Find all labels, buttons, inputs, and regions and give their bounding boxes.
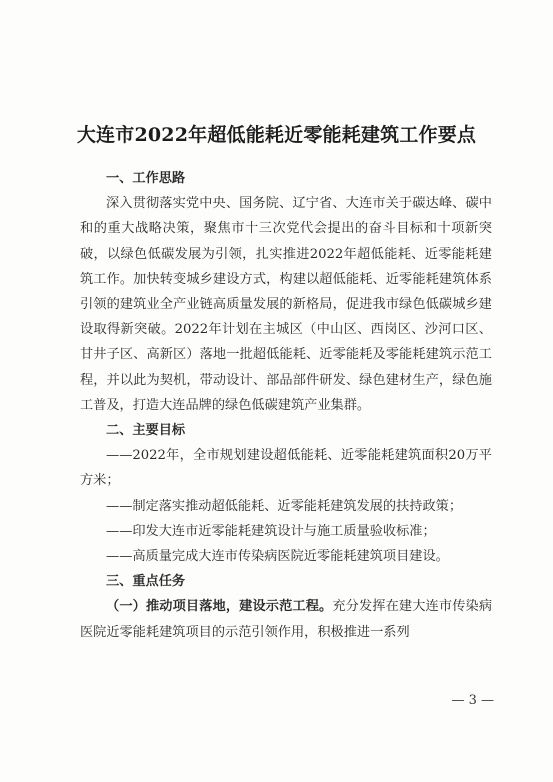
document-title: 大连市2022年超低能耗近零能耗建筑工作要点 — [76, 124, 477, 146]
section-heading-ideas: 一、工作思路 — [106, 171, 186, 186]
goal-item: ——制定落实推动超低能耗、近零能耗建筑发展的扶持政策； — [106, 498, 463, 514]
ideas-paragraph: 深入贯彻落实党中央、国务院、辽宁省、大连市关于碳达峰、碳中和的重大战略决策，聚焦市十三次党代会提出的奋斗目标和十项新突破，以绿色低碳发展为引领，扎实推进2022年超低能耗、近零能耗建筑工作。加快转变城乡建设方式，构建以超低能耗、近零能耗建筑体系引领的建筑业全产业链高质量发展的新格局，促进我市绿色低碳城乡建设取得新突破。2022年计划在主城区（中山区、西岗区、沙河口区、甘井子区、高新区）落地一批超低能耗、近零能耗及零能耗建筑示范工程，并以此为契机，带动设计、部品部件研发、绿色建材生产，绿色施工普及，打造大连品牌的绿色低碳建筑产业集群。 — [80, 196, 492, 413]
task-paragraph — [80, 594, 492, 644]
goal-item: ——高质量完成大连市传染病医院近零能耗建筑项目建设。 — [106, 549, 449, 565]
task-lead: （一）推动项目落地，建设示范工程。 — [106, 599, 333, 615]
section-heading-goals: 二、主要目标 — [106, 423, 186, 439]
goal-item: ——印发大连市近零能耗建筑设计与施工质量验收标准； — [106, 523, 436, 539]
task-text: 充分发挥在建大连市传染病医院近零能耗建筑项目的示范引领作用，积极推进一系列 — [80, 599, 493, 640]
page-number: — 3 — — [451, 693, 494, 708]
document-body — [80, 166, 492, 645]
section-heading-tasks: 三、重点任务 — [106, 574, 186, 590]
goal-item: ——2022年，全市规划建设超低能耗、近零能耗建筑面积20万平方米； — [80, 448, 492, 489]
